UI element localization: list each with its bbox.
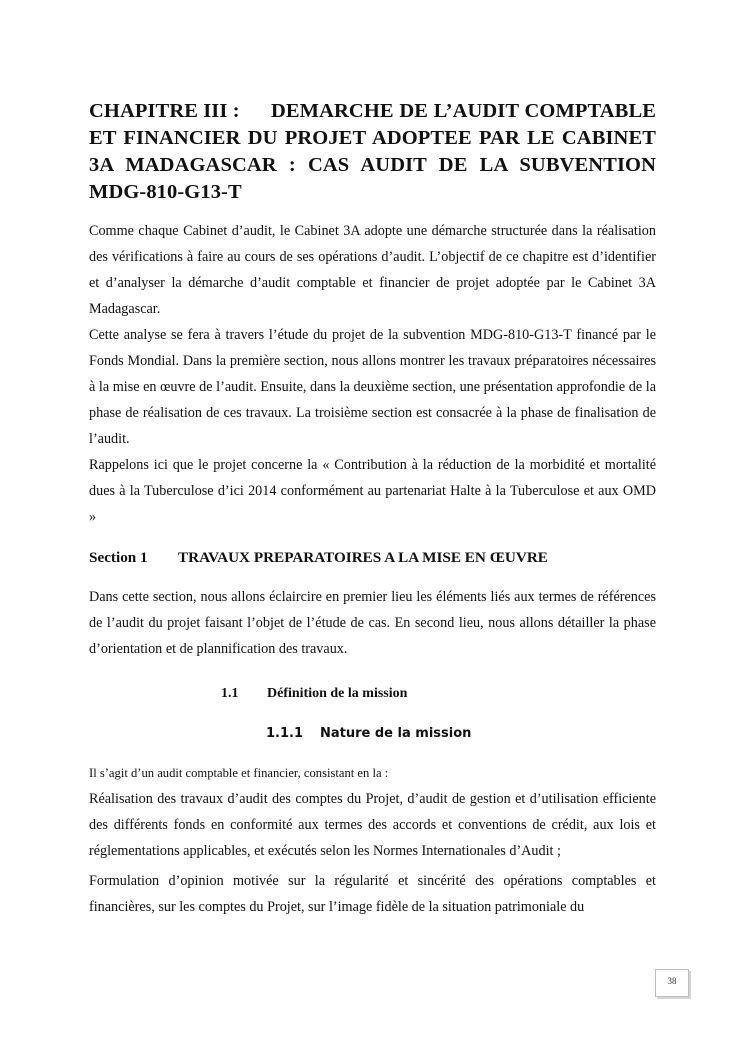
section-intro-paragraph: Dans cette section, nous allons éclaircire en premier lieu les éléments liés aux termes de références de l’audit du projet faisant l’objet de l’étude de cas. En second lieu, nous allons détailler la phase d’orientation et de plannification des travaux. <box>89 589 656 657</box>
subsection-number: 1.1 <box>221 686 239 701</box>
sub-subsection-heading <box>89 724 656 744</box>
intro-paragraph-2: Cette analyse se fera à travers l’étude du projet de la subvention MDG-810-G13-T financé par le Fonds Mondial. Dans la première section, nous allons montrer les travaux préparatoires nécessaires à la mise en œuvre de l’audit. Ensuite, dans la deuxième section, une présentation approfondie de la phase de réalisation de ces travaux. La troisième section est consacrée à la phase de finalisation de l’audit. <box>89 327 656 447</box>
document-page <box>89 98 656 920</box>
intro-paragraph-1: Comme chaque Cabinet d’audit, le Cabinet 3A adopte une démarche structurée dans la réalisation des vérifications à faire au cours de ses opérations d’audit. L’objectif de ce chapitre est d’identifier et d’analyser la démarche d’audit comptable et financier de projet adoptée par le Cabinet 3A Madagascar. <box>89 223 656 317</box>
sub-subsection-title: Nature de la mission <box>320 726 472 741</box>
mission-item: Formulation d’opinion motivée sur la régularité et sincérité des opérations comptables et financières, sur les comptes du Projet, sur l’image fidèle de la situation patrimoniale du <box>89 873 656 915</box>
subsection-heading <box>89 684 656 704</box>
page-number-box: 38 <box>655 969 689 997</box>
section-title: TRAVAUX PREPARATOIRES A LA MISE EN ŒUVRE <box>178 549 548 566</box>
chapter-label: CHAPITRE III : <box>89 100 240 122</box>
intro-paragraph-3: Rappelons ici que le projet concerne la « Contribution à la réduction de la morbidité et mortalité dues à la Tuberculose d’ici 2014 conformément au partenariat Halte à la Tuberculose et aux OMD » <box>89 457 656 525</box>
subsection-title: Définition de la mission <box>267 686 408 701</box>
section-number: Section 1 <box>89 549 148 566</box>
mission-item: Réalisation des travaux d’audit des comptes du Projet, d’audit de gestion et d’utilisation efficiente des différents fonds en conformité aux termes des accords et conventions de crédit, aux lois et réglementations applicables, et exécutés selon les Normes Internationales d’Audit ; <box>89 791 656 859</box>
chapter-title-text: DEMARCHE DE L’AUDIT COMPTABLE ET FINANCIER DU PROJET ADOPTEE PAR LE CABINET 3A MADAGASCAR : CAS AUDIT DE LA SUBVENTION MDG-810-G13-T <box>89 100 656 203</box>
mission-lead-text: Il s’agit d’un audit comptable et financier, consistant en la : <box>89 766 389 780</box>
section-heading <box>89 548 656 568</box>
sub-subsection-number: 1.1.1 <box>266 726 304 741</box>
chapter-title <box>89 98 656 206</box>
